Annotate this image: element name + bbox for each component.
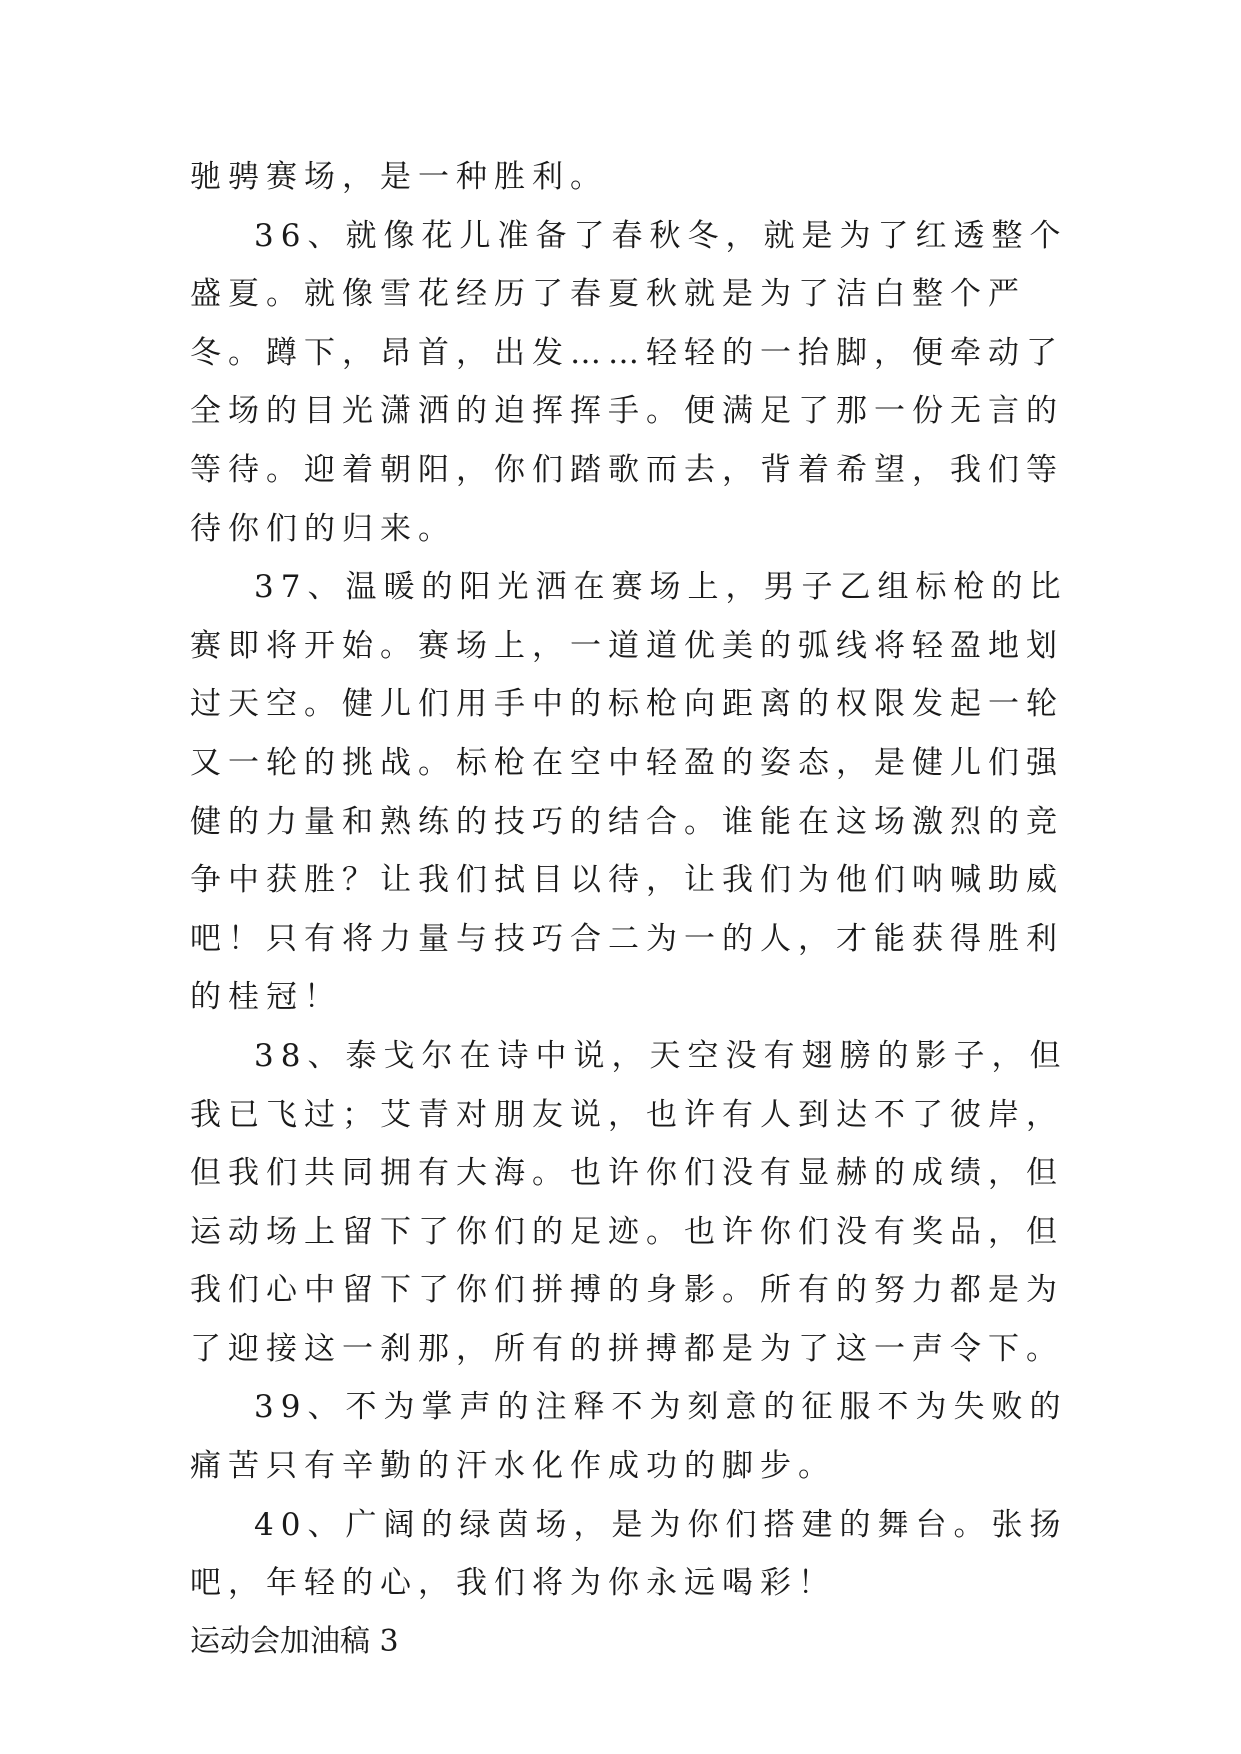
paragraph-38: 38、泰戈尔在诗中说，天空没有翅膀的影子，但我已飞过；艾青对朋友说，也许有人到达不了彼岸，但我们共同拥有大海。也许你们没有显赫的成绩，但运动场上留下了你们的足迹。也许你们没有奖品，但我们心中留下了你们拼搏的身影。所有的努力都是为了迎接这一刹那，所有的拼搏都是为了这一声令下。 bbox=[190, 1037, 1068, 1367]
paragraph-36: 36、就像花儿准备了春秋冬，就是为了红透整个盛夏。就像雪花经历了春夏秋就是为了洁白整个严冬。蹲下，昂首，出发……轻轻的一抬脚，便牵动了全场的目光潇洒的迫挥挥手。便满足了那一份无言的等待。迎着朝阳，你们踏歌而去，背着希望，我们等待你们的归来。 bbox=[190, 217, 1068, 547]
paragraph-39: 39、不为掌声的注释不为刻意的征服不为失败的痛苦只有辛勤的汗水化作成功的脚步。 bbox=[190, 1389, 1068, 1485]
paragraph-40: 40、广阔的绿茵场，是为你们搭建的舞台。张扬吧，年轻的心，我们将为你永远喝彩！ bbox=[190, 1506, 1068, 1602]
paragraph-continuation: 驰骋赛场，是一种胜利。 bbox=[190, 159, 608, 195]
document-body bbox=[190, 148, 1070, 1671]
section-heading: 运动会加油稿 3 bbox=[190, 1623, 399, 1659]
paragraph-37: 37、温暖的阳光洒在赛场上，男子乙组标枪的比赛即将开始。赛场上，一道道优美的弧线将轻盈地划过天空。健儿们用手中的标枪向距离的权限发起一轮又一轮的挑战。标枪在空中轻盈的姿态，是健儿们强健的力量和熟练的技巧的结合。谁能在这场激烈的竞争中获胜？让我们拭目以待，让我们为他们呐喊助威吧！只有将力量与技巧合二为一的人，才能获得胜利的桂冠！ bbox=[190, 569, 1068, 1016]
